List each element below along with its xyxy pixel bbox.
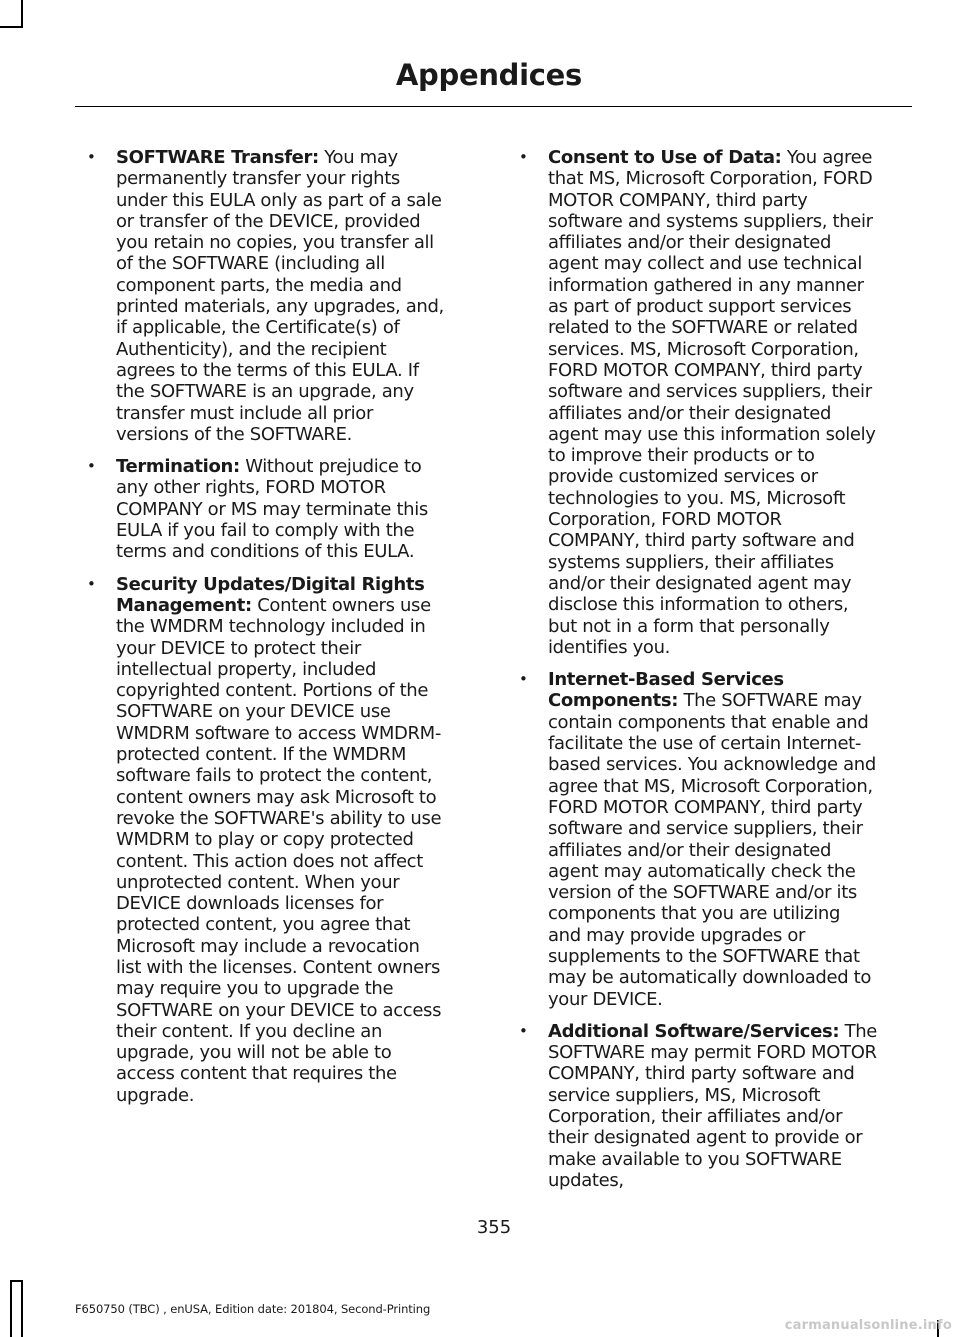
crop-mark-top-left-horizontal (0, 26, 23, 28)
left-column (87, 147, 445, 1117)
watermark: carmanualsonline.info (784, 1318, 952, 1333)
footer-edition-info: F650750 (TBC) , enUSA, Edition date: 201804, Second-Printing (75, 1302, 431, 1316)
page-title: Appendices (395, 58, 582, 92)
page-number: 355 (476, 1217, 512, 1238)
crop-mark-bottom-left-inner (21, 1280, 23, 1337)
item-term: Additional Software/Services: (548, 1020, 840, 1042)
header-divider (75, 106, 912, 107)
list-item (519, 1021, 877, 1191)
list-item (519, 669, 877, 1010)
right-column (519, 147, 877, 1202)
item-text: Without prejudice to any other rights, FORD MOTOR COMPANY or MS may terminate this EULA if you fail to comply with the terms and conditions of this EULA. (116, 456, 428, 563)
right-item-list (519, 147, 877, 1191)
item-text: The SOFTWARE may permit FORD MOTOR COMPANY, third party software and service suppliers, MS, Microsoft Corporation, their affiliates and/or their designated agent to provide or make available to you SOFTWARE updates, (548, 1020, 878, 1191)
item-text: Content owners use the WMDRM technology included in your DEVICE to protect their intellectual property, included copyrighted content. Portions of the SOFTWARE on your DEVICE use WMDRM software to access WMDRM-protected content. If the WMDRM software fails to protect the content, content owners may ask Microsoft to revoke the SOFTWARE's ability to use WMDRM to play or copy protected content. This action does not affect unprotected content. When your DEVICE downloads licenses for protected content, you agree that Microsoft may include a revocation list with the licenses. Content owners may require you to upgrade the SOFTWARE on your DEVICE to access their content. If you decline an upgrade, you will not be able to access content that requires the upgrade. (116, 594, 442, 1106)
item-term: SOFTWARE Transfer: (116, 147, 319, 168)
list-item (87, 574, 445, 1106)
item-text: The SOFTWARE may contain components that enable and facilitate the use of certain Internet-based services. You acknowledge and agree that MS, Microsoft Corporation, FORD MOTOR COMPANY, third party software and service suppliers, their affiliates and/or their designated agent may automatically check the version of the SOFTWARE and/or its components that you are utilizing and may provide upgrades or supplements to the SOFTWARE that may be automatically downloaded to your DEVICE. (548, 690, 876, 1010)
item-term: Consent to Use of Data: (548, 147, 782, 168)
item-term: Termination: (116, 456, 240, 478)
list-item (87, 147, 445, 445)
left-item-list (87, 147, 445, 1106)
list-item (87, 456, 445, 562)
crop-mark-top-left-vertical (21, 0, 23, 28)
item-term: Internet-Based Services Components: (548, 669, 784, 712)
crop-mark-bottom-left-vertical (10, 1280, 12, 1337)
item-text: You agree that MS, Microsoft Corporation, FORD MOTOR COMPANY, third party software and systems suppliers, their affiliates and/or their designated agent may collect and use technical information gathered in any manner as part of product support services related to the SOFTWARE or related services. MS, Microsoft Corporation, FORD MOTOR COMPANY, third party software and services suppliers, their affiliates and/or their designated agent may use this information solely to improve their products or to provide customized services or technologies to you. MS, Microsoft Corporation, FORD MOTOR COMPANY, third party software and systems suppliers, their affiliates and/or their designated agent may disclose this information to others, but not in a form that personally identifies you. (548, 147, 876, 658)
item-term: Security Updates/Digital Rights Management: (116, 573, 425, 616)
item-text: You may permanently transfer your rights under this EULA only as part of a sale or transfer of the DEVICE, provided you retain no copies, you transfer all of the SOFTWARE (including all component parts, the media and printed materials, any upgrades, and, if applicable, the Certificate(s) of Authenticity), and the recipient agrees to the terms of this EULA. If the SOFTWARE is an upgrade, any transfer must include all prior versions of the SOFTWARE. (116, 147, 444, 445)
list-item (519, 147, 877, 658)
